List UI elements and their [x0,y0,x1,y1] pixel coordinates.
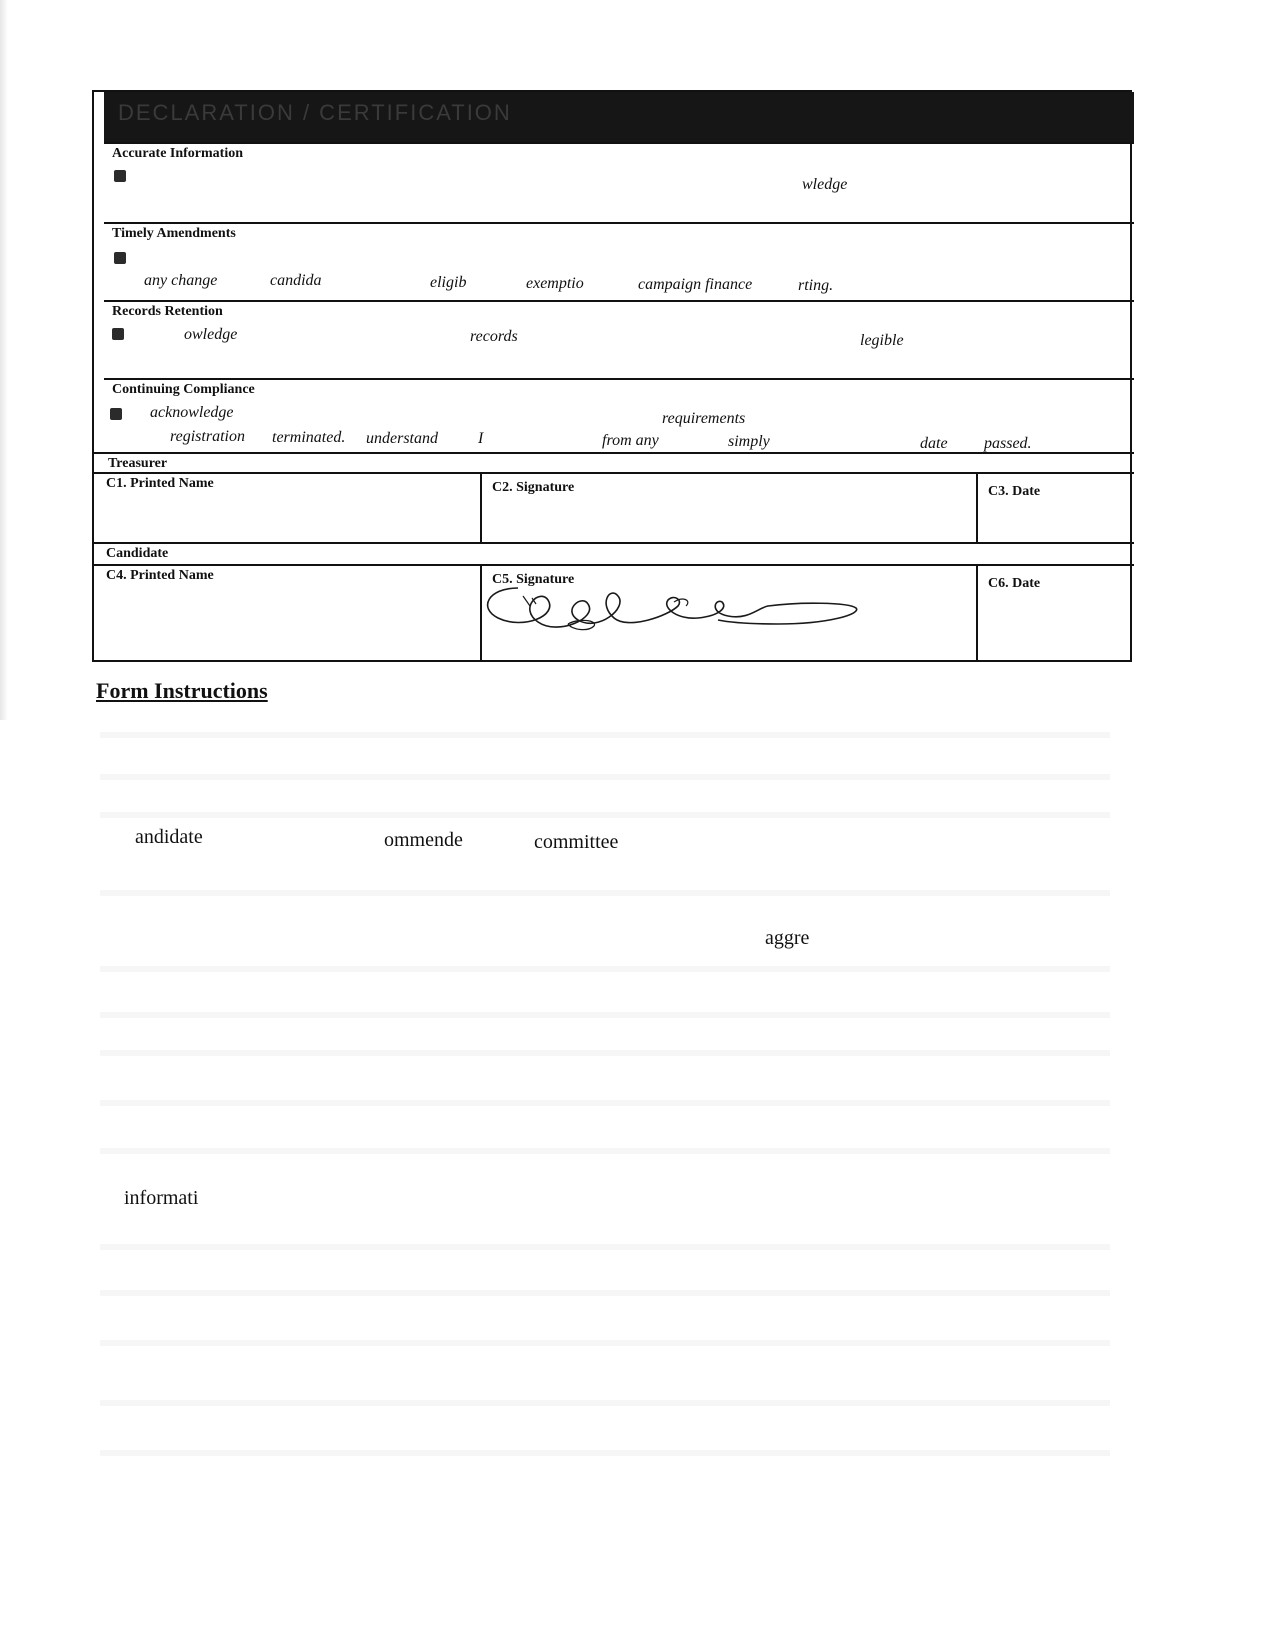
faint-text-line [100,774,1110,780]
text-fragment: simply [728,433,770,450]
treasurer-fields-row [94,472,1134,542]
section-title: Records Retention [112,304,223,319]
instruction-fragment: informati [124,1187,199,1209]
text-fragment: I [478,430,484,447]
text-fragment: campaign finance [638,276,753,293]
treasurer-signature-label: C2. Signature [492,480,575,495]
acknowledge-checkbox[interactable] [114,170,126,182]
treasurer-title: Treasurer [108,456,168,471]
candidate-date-label: C6. Date [988,576,1041,591]
candidate-signature-label: C5. Signature [492,572,575,587]
text-fragment: candida [270,272,322,289]
treasurer-date-label: C3. Date [988,484,1041,499]
text-fragment: any change [144,272,218,289]
candidate-title: Candidate [106,546,169,561]
section-title: Continuing Compliance [112,382,255,397]
section-timely-amendments [104,222,1134,300]
declaration-form [92,90,1132,662]
text-fragment: exemptio [526,275,584,292]
text-fragment: date [920,435,948,452]
faint-text-line [100,1244,1110,1250]
text-fragment: requirements [662,410,746,427]
instruction-fragment: ommende [384,829,463,851]
text-fragment: understand [366,430,438,447]
faint-text-line [100,966,1110,972]
instruction-fragment: andidate [135,826,203,848]
section-records-retention [104,300,1134,378]
section-continuing-compliance [104,378,1134,454]
text-fragment: wledge [802,176,848,193]
form-header-bar [104,92,1134,144]
text-fragment: registration [170,428,245,445]
faint-text-line [100,890,1110,896]
divider [976,566,978,662]
text-fragment: owledge [184,326,238,343]
faint-text-line [100,812,1110,818]
faint-text-line [100,1340,1110,1346]
faint-text-line [100,1100,1110,1106]
text-fragment: legible [860,332,904,349]
faint-text-line [100,1400,1110,1406]
treasurer-date-field[interactable] [980,504,1128,540]
scan-edge [0,0,8,720]
treasurer-printed-name-label: C1. Printed Name [106,476,214,491]
faint-text-line [100,1050,1110,1056]
candidate-printed-name-label: C4. Printed Name [106,568,214,583]
acknowledge-checkbox[interactable] [112,328,124,340]
divider [480,474,482,542]
text-fragment: rting. [798,277,834,294]
faint-text-line [100,732,1110,738]
text-fragment: eligib [430,274,467,291]
text-fragment: acknowledge [150,404,234,421]
treasurer-signature-field[interactable] [484,500,974,540]
instruction-fragment: committee [534,831,619,853]
acknowledge-checkbox[interactable] [114,252,126,264]
instructions-title: Form Instructions [96,678,268,703]
candidate-signature-image [478,578,863,640]
treasurer-printed-name-field[interactable] [96,496,476,540]
section-title: Timely Amendments [112,226,236,241]
candidate-printed-name-field[interactable] [96,588,476,632]
faint-text-line [100,1450,1110,1456]
text-fragment: terminated. [272,429,346,446]
candidate-date-field[interactable] [980,596,1128,632]
faint-text-line [100,1012,1110,1018]
text-fragment: passed. [984,435,1032,452]
faint-text-line [100,1290,1110,1296]
text-fragment: records [470,328,518,345]
faint-text-line [100,1148,1110,1154]
section-accurate-information [104,142,1134,222]
text-fragment: from any [602,432,659,449]
section-title: Accurate Information [112,146,244,161]
instruction-fragment: aggre [765,927,810,949]
form-header-title: DECLARATION / CERTIFICATION [118,100,512,125]
divider [976,474,978,542]
acknowledge-checkbox[interactable] [110,408,122,420]
